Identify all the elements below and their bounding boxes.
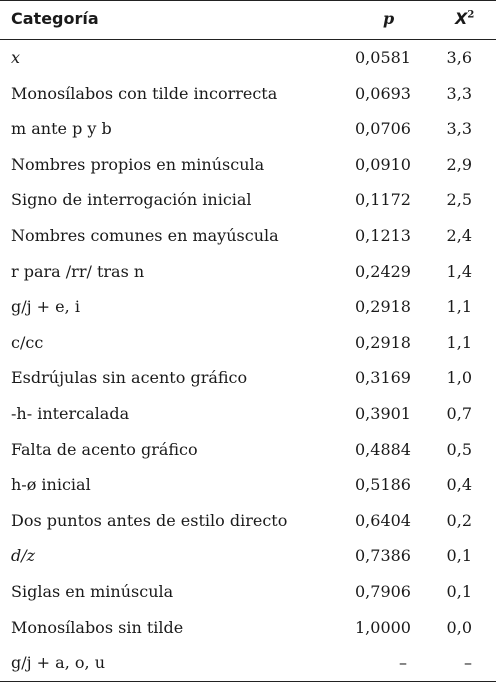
header-category: Categoría — [11, 9, 99, 28]
cell-category: Dos puntos antes de estilo directo — [11, 510, 288, 530]
cell-x2: 2,9 — [446, 154, 472, 174]
cell-p: 0,2918 — [355, 332, 411, 352]
cell-p: 0,7906 — [355, 582, 411, 601]
table-row — [0, 254, 496, 290]
table-row — [0, 76, 496, 112]
cell-x2: 0,1 — [446, 546, 472, 566]
cell-x2: – — [464, 653, 472, 673]
table-row — [0, 40, 496, 76]
cell-x2: 0,0 — [446, 617, 472, 637]
cell-p: 0,0910 — [355, 154, 411, 174]
cell-category: Siglas en minúscula — [11, 582, 174, 601]
table-row — [0, 574, 496, 610]
cell-category: Nombres comunes en mayúscula — [11, 226, 279, 245]
header-x2 — [455, 9, 474, 28]
header-x2-superscript: 2 — [467, 9, 475, 21]
cell-x2: 1,4 — [446, 261, 472, 281]
cell-x2: 1,0 — [446, 368, 472, 388]
cell-x2: 3,3 — [446, 119, 472, 139]
cell-category: Nombres propios en minúscula — [11, 154, 265, 174]
table-row — [0, 538, 496, 574]
cell-p: 0,3169 — [355, 368, 411, 388]
cell-x2: 0,4 — [446, 475, 472, 495]
header-p: p — [383, 9, 395, 28]
cell-x2: 2,4 — [446, 226, 472, 245]
table-row — [0, 432, 496, 468]
cell-category: Monosílabos con tilde incorrecta — [11, 83, 278, 103]
cell-x2: 3,3 — [446, 83, 472, 103]
cell-x2: 1,1 — [446, 297, 472, 317]
cell-category: x — [11, 48, 21, 67]
cell-p: 0,5186 — [355, 475, 411, 495]
cell-x2: 2,5 — [446, 190, 472, 210]
table-row — [0, 467, 496, 503]
cell-category: Falta de acento gráfico — [11, 439, 198, 459]
cell-p: 0,7386 — [355, 546, 411, 566]
cell-category: h-ø inicial — [11, 475, 91, 495]
cell-x2: 0,7 — [446, 404, 472, 423]
cell-x2: 0,5 — [446, 439, 472, 459]
cell-category: Signo de interrogación inicial — [11, 190, 252, 210]
table-row — [0, 645, 496, 681]
cell-category: g/j + e, i — [11, 297, 80, 317]
table-row — [0, 289, 496, 325]
cell-p: 0,0693 — [355, 83, 411, 103]
cell-p: 0,1213 — [355, 226, 411, 245]
table-row — [0, 147, 496, 183]
cell-category: r para /rr/ tras n — [11, 261, 145, 281]
cell-p: 0,0581 — [355, 48, 411, 67]
cell-p: 1,0000 — [355, 617, 411, 637]
cell-x2: 1,1 — [446, 332, 472, 352]
header-x2-label: X — [455, 9, 468, 28]
table-row — [0, 360, 496, 396]
cell-p: – — [399, 653, 407, 673]
cell-x2: 0,1 — [446, 582, 472, 601]
cell-category: Monosílabos sin tilde — [11, 617, 184, 637]
cell-p: 0,6404 — [355, 510, 411, 530]
cell-category: Esdrújulas sin acento gráfico — [11, 368, 248, 388]
table-row — [0, 503, 496, 539]
cell-p: 0,2918 — [355, 297, 411, 317]
cell-p: 0,2429 — [355, 261, 411, 281]
table-row — [0, 111, 496, 147]
cell-category: c/cc — [11, 332, 44, 352]
cell-p: 0,0706 — [355, 119, 411, 139]
cell-p: 0,1172 — [355, 190, 411, 210]
cell-category: -h- intercalada — [11, 404, 130, 423]
cell-x2: 0,2 — [446, 510, 472, 530]
cell-category: g/j + a, o, u — [11, 653, 105, 673]
table-row — [0, 610, 496, 646]
table-row — [0, 218, 496, 254]
cell-category: m ante p y b — [11, 119, 112, 139]
cell-x2: 3,6 — [446, 48, 472, 67]
table-row — [0, 396, 496, 432]
table-header — [0, 1, 496, 39]
cell-p: 0,4884 — [355, 439, 411, 459]
table-row — [0, 325, 496, 361]
cell-category: d/z — [11, 546, 36, 566]
cell-p: 0,3901 — [355, 404, 411, 423]
table-row — [0, 182, 496, 218]
